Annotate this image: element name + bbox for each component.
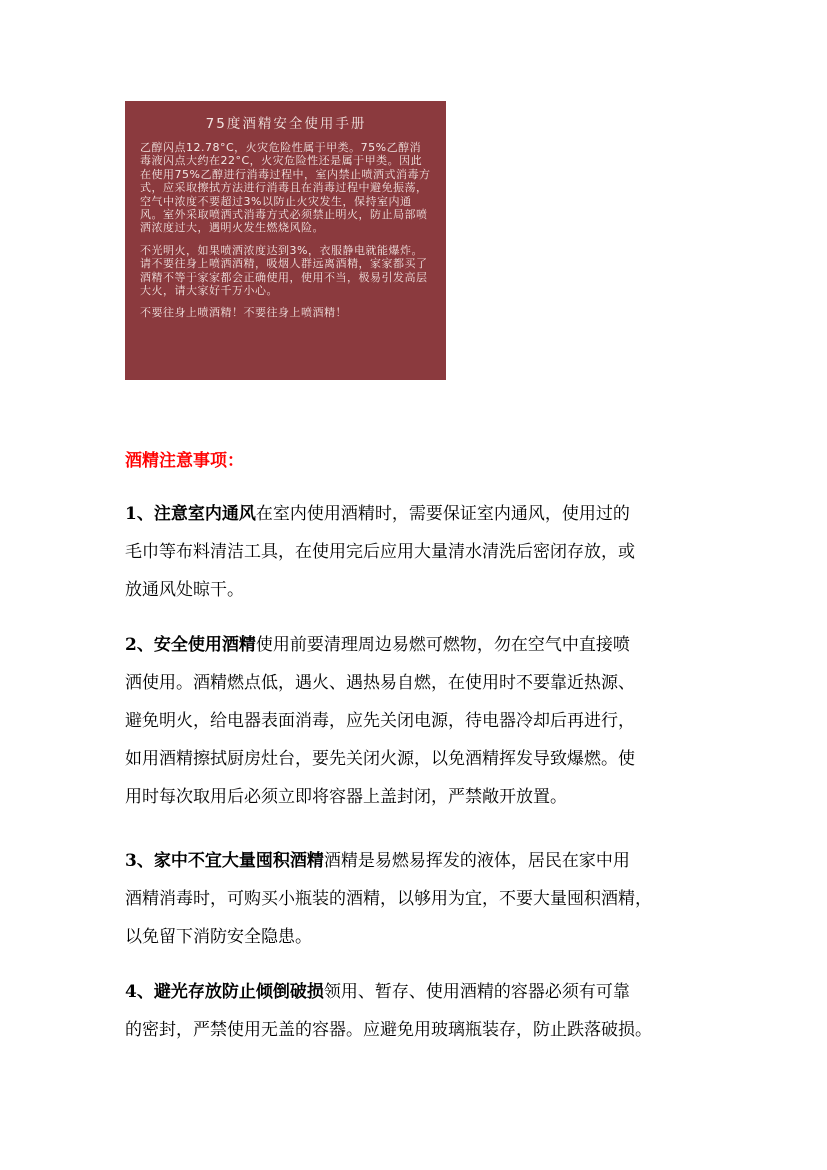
notice-item-1 — [125, 495, 725, 609]
notice-text: 在室内使用酒精时，需要保证室内通风，使用过的 — [255, 504, 630, 524]
notice-line — [125, 626, 725, 664]
notice-line — [125, 973, 725, 1011]
notice-lead: 3、家中不宜大量囤积酒精 — [125, 851, 324, 871]
notice-item-2 — [125, 626, 725, 816]
notice-line — [125, 495, 725, 533]
notice-text: 的密封，严禁使用无盖的容器。应避免用玻璃瓶装存，防止跌落破损。 — [125, 1020, 652, 1040]
notice-text: 毛巾等布料清洁工具，在使用完后应用大量清水清洗后密闭存放，或 — [125, 542, 635, 562]
poster-paragraph: 乙醇闪点12.78°C，火灾危险性属于甲类。75%乙醇消毒液闪点大约在22°C，火灾危险性还是属于甲类。因此在使用75%乙醇进行消毒过程中，室内禁止喷洒式消毒方式，应采取擦拭方法进行消毒且在消毒过程中避免振荡，空气中浓度不要超过3%以防止火灾发生，保持室内通风。室外采取喷洒式消毒方式必须禁止明火，防止局部喷洒浓度过大，遇明火发生燃烧风险。 — [140, 141, 431, 235]
alcohol-safety-poster — [125, 101, 446, 380]
notice-lead: 4、避光存放防止倾倒破损 — [125, 982, 324, 1002]
notice-text: 酒精消毒时，可购买小瓶装的酒精，以够用为宜，不要大量囤积酒精， — [125, 889, 652, 909]
notice-text: 以免留下消防安全隐患。 — [125, 927, 312, 947]
notice-text: 如用酒精擦拭厨房灶台，要先关闭火源，以免酒精挥发导致爆燃。使 — [125, 749, 635, 769]
notice-text: 放通风处晾干。 — [125, 580, 244, 600]
notice-text: 酒精是易燃易挥发的液体，居民在家中用 — [323, 851, 630, 871]
notice-text: 使用前要清理周边易燃可燃物，勿在空气中直接喷 — [255, 635, 630, 655]
poster-paragraph: 不光明火，如果喷洒浓度达到3%，衣服静电就能爆炸。请不要往身上喷洒酒精，吸烟人群远离酒精，家家都买了酒精不等于家家都会正确使用，使用不当，极易引发高层大火，请大家好千万小心。 — [140, 243, 428, 298]
notice-lead: 2、安全使用酒精 — [125, 635, 256, 655]
notice-item-3 — [125, 842, 725, 956]
notice-text: 避免明火，给电器表面消毒，应先关闭电源，待电器冷却后再进行， — [125, 711, 635, 731]
notice-text: 领用、暂存、使用酒精的容器必须有可靠 — [323, 982, 630, 1002]
notice-line — [125, 842, 725, 880]
notice-item-4 — [125, 973, 725, 1049]
poster-paragraph: 不要往身上喷酒精！不要往身上喷酒精！ — [140, 306, 347, 320]
poster-title: 75度酒精安全使用手册 — [205, 116, 367, 132]
notice-text: 用时每次取用后必须立即将容器上盖封闭，严禁敞开放置。 — [125, 787, 567, 807]
section-heading: 酒精注意事项： — [125, 451, 244, 471]
notice-text: 洒使用。酒精燃点低，遇火、遇热易自燃，在使用时不要靠近热源、 — [125, 673, 635, 693]
notice-lead: 1、注意室内通风 — [125, 504, 256, 524]
